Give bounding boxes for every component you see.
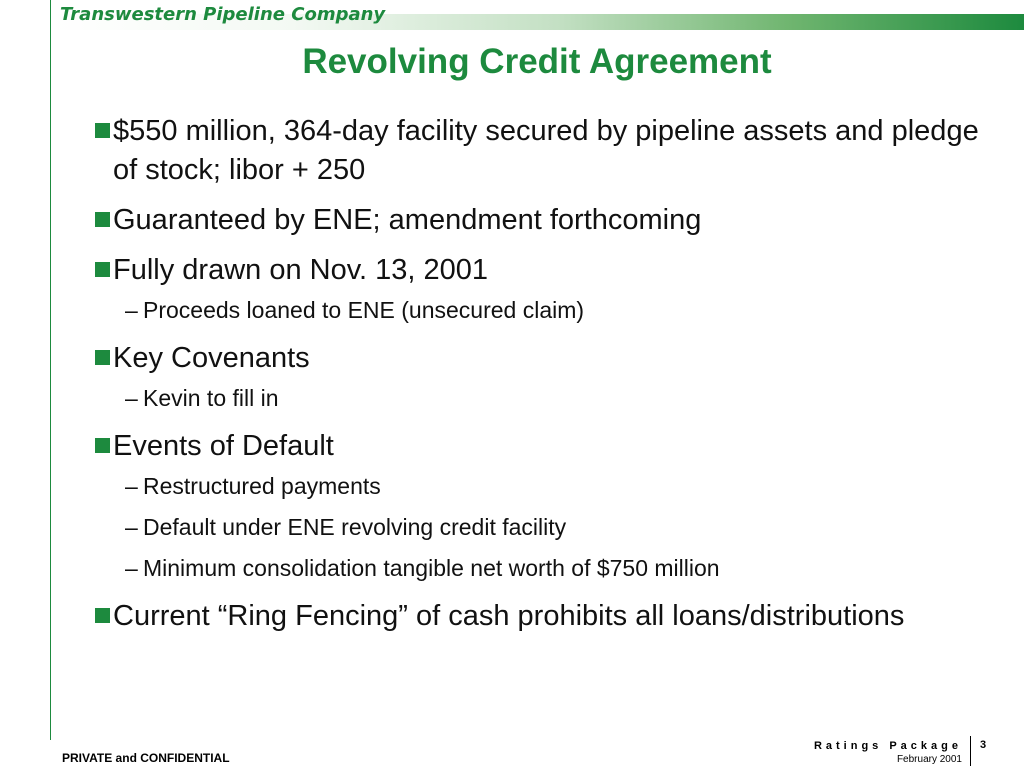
sub-bullet-item (95, 471, 995, 501)
sub-bullet-text: Kevin to fill in (143, 385, 279, 411)
package-date: February 2001 (896, 754, 962, 765)
bullet-item (95, 427, 995, 466)
dash-bullet-icon: – (125, 385, 138, 411)
sub-bullet-text: Minimum consolidation tangible net worth of $750 million (143, 555, 720, 581)
sub-bullet-item (95, 512, 995, 542)
sub-bullet-item (95, 383, 995, 413)
sub-bullet-text: Restructured payments (143, 473, 381, 499)
dash-bullet-icon: – (125, 555, 138, 581)
footer-package-block (814, 739, 962, 767)
square-bullet-icon (95, 350, 110, 365)
square-bullet-icon (95, 262, 110, 277)
bullet-text: $550 million, 364-day facility secured by pipeline assets and pledge of stock; libor + 250 (113, 115, 979, 186)
company-name: Transwestern Pipeline Company (60, 4, 386, 25)
slide-title: Revolving Credit Agreement (302, 42, 772, 81)
bullet-text: Key Covenants (113, 342, 310, 374)
bullet-text: Current “Ring Fencing” of cash prohibits all loans/distributions (113, 600, 905, 632)
left-rule (50, 0, 51, 740)
bullet-item (95, 112, 995, 190)
bullet-text: Fully drawn on Nov. 13, 2001 (113, 254, 489, 286)
footer-divider (970, 736, 971, 766)
bullet-item (95, 597, 995, 636)
dash-bullet-icon: – (125, 473, 138, 499)
bullet-item (95, 251, 995, 290)
bullet-text: Guaranteed by ENE; amendment forthcoming (113, 204, 702, 236)
package-label: Ratings Package (813, 740, 962, 752)
dash-bullet-icon: – (125, 514, 138, 540)
square-bullet-icon (95, 212, 110, 227)
sub-bullet-item (95, 295, 995, 325)
square-bullet-icon (95, 438, 110, 453)
slide-body (95, 112, 995, 647)
bullet-item (95, 201, 995, 240)
sub-bullet-text: Default under ENE revolving credit facility (143, 514, 567, 540)
bullet-text: Events of Default (113, 430, 334, 462)
sub-bullet-item (95, 553, 995, 583)
sub-bullet-text: Proceeds loaned to ENE (unsecured claim) (143, 297, 585, 323)
dash-bullet-icon: – (125, 297, 138, 323)
square-bullet-icon (95, 123, 110, 138)
square-bullet-icon (95, 608, 110, 623)
confidential-label: PRIVATE and CONFIDENTIAL (62, 751, 230, 765)
bullet-item (95, 339, 995, 378)
page-number: 3 (980, 739, 987, 751)
